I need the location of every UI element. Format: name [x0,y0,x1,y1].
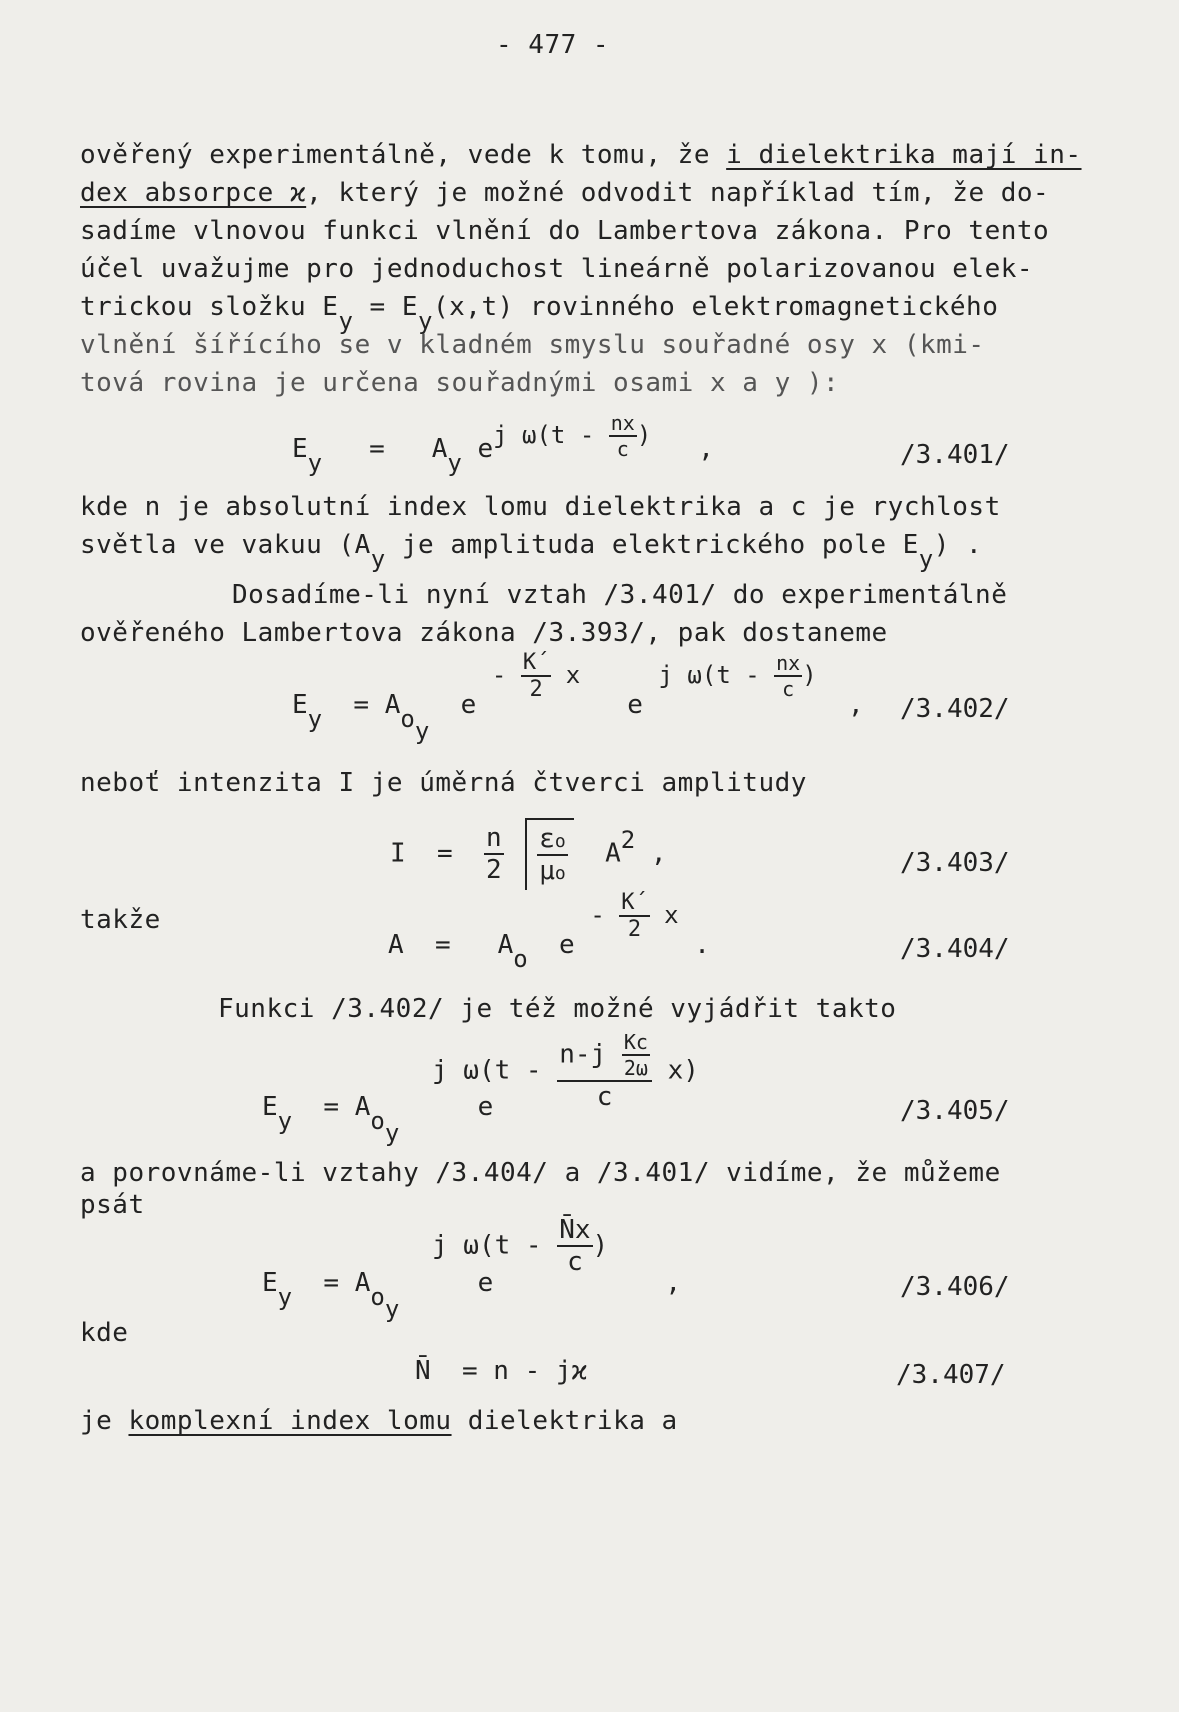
paragraph-line: sadíme vlnovou funkci vlnění do Lambertova zákona. Pro tento [80,216,1050,246]
paragraph-line: takže [80,905,161,935]
equation-number: /3.404/ [900,934,1010,964]
paragraph-line: účel uvažujme pro jednoduchost lineárně polarizovanou elek- [80,254,1034,284]
paragraph-line: dex absorpce ϰ, který je možné odvodit například tím, že do- [80,178,1050,208]
equation-number: /3.401/ [900,440,1010,470]
paragraph-line: neboť intenzita I je úměrná čtverci amplitudy [80,768,807,798]
page-number: - 477 - [496,30,610,60]
paragraph-line: trickou složku Ey = Ey(x,t) rovinného elektromagnetického [80,292,999,335]
equation-3-401: Ey = Ay ej ω(t - $\frac{nx}{c}$ ) , [292,411,714,477]
paragraph-line: ověřeného Lambertova zákona /3.393/, pak dostaneme [80,618,888,648]
paragraph-line: kde [80,1318,129,1348]
paragraph-line: Dosadíme-li nyní vztah /3.401/ do experimentálně [232,580,1008,610]
paragraph-line: tová rovina je určena souřadnými osami x a y ): [80,368,840,398]
paragraph-line: světla ve vakuu (Ay je amplituda elektrického pole Ey) . [80,530,983,573]
equation-number: /3.402/ [900,694,1010,724]
paragraph-line: kde n je absolutní index lomu dielektrika a c je rychlost [80,492,1001,522]
equation-3-407: N̄ = n - jϰ [415,1356,588,1386]
equation-3-404: A = Ao e - $\frac{K´}{2}$ x . [388,890,710,973]
equation-number: /3.403/ [900,848,1010,878]
equation-number: /3.405/ [900,1096,1010,1126]
paragraph-line: Funkci /3.402/ je též možné vyjádřit takto [218,994,897,1024]
equation-3-406-exponent: j ω(t - $\frac{N̄x}{c}$ ) [432,1215,609,1277]
paragraph-line: a porovnáme-li vztahy /3.404/ a /3.401/ vidíme, že můžeme [80,1158,1001,1188]
paragraph-line: ověřený experimentálně, vede k tomu, že i dielektrika mají in- [80,140,1082,170]
paragraph-line: vlnění šířícího se v kladném smyslu souřadné osy x (kmi- [80,330,985,360]
equation-number: /3.407/ [896,1360,1006,1390]
equation-3-402: Ey = Aoy e - $\frac{K´}{2}$ x e j ω(t - $\frac{nx}{c}$ ) , [292,650,864,745]
equation-number: /3.406/ [900,1272,1010,1302]
paragraph-line: psát [80,1190,145,1220]
equation-3-405-exponent: j ω(t - n-j $\frac{Kc}{2\omega}$ c x) [432,1030,699,1112]
paragraph-line: je komplexní index lomu dielektrika a [80,1406,678,1436]
equation-3-405: Ey = Aoy e [262,1092,494,1147]
equation-3-406: Ey = Aoy e , [262,1268,682,1323]
equation-3-403: I = $\frac{n}{2}$ $\frac{\varepsilon o}{\mu o}$ A2 , [390,818,666,890]
